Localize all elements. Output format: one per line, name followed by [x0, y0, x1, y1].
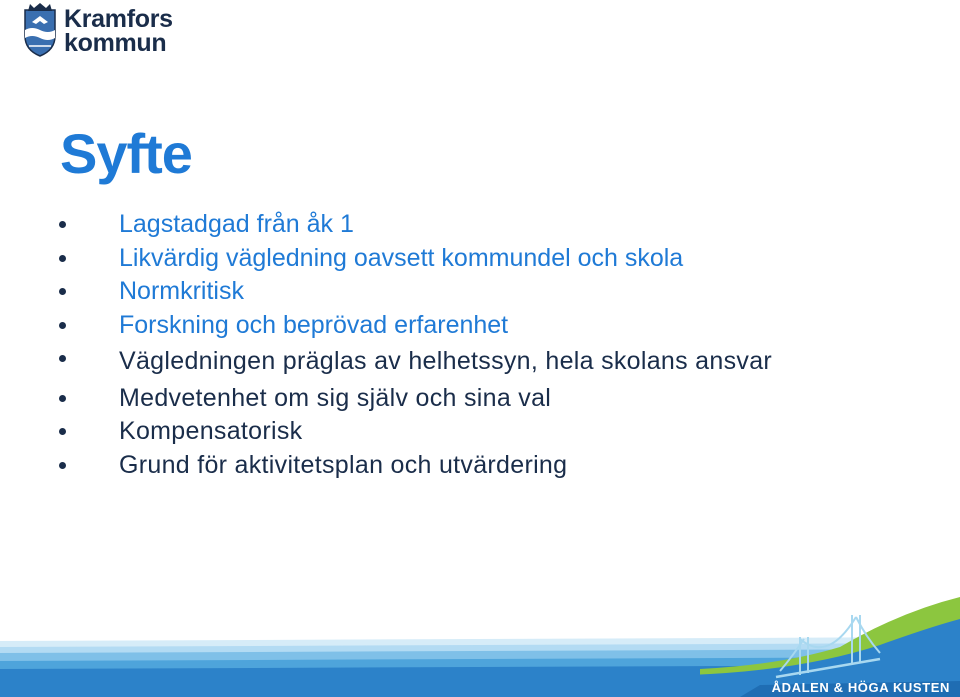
bullet-dot-icon [59, 322, 66, 329]
bullet-text: Lagstadgad från åk 1 [119, 210, 354, 238]
bullet-text: Likvärdig vägledning oavsett kommundel och skola [119, 243, 684, 272]
bullet-item [58, 415, 858, 449]
bullet-dot-icon [59, 395, 66, 402]
bullet-item [58, 309, 858, 343]
bullet-list [58, 208, 858, 482]
bullet-item [58, 342, 858, 382]
kramfors-logo [22, 2, 173, 58]
bullet-text: Medvetenhet om sig själv och sina val [119, 383, 552, 412]
bullet-item [58, 275, 858, 309]
bullet-item [58, 449, 858, 483]
bullet-dot-icon [59, 255, 66, 262]
bullet-dot-icon [59, 221, 66, 228]
bullet-item [58, 382, 858, 416]
bullet-item [58, 242, 858, 276]
bullet-dot-icon [59, 355, 66, 362]
logo-line-2: kommun [64, 29, 167, 57]
logo-line-1: Kramfors [64, 5, 173, 33]
bullet-text: Kompensatorisk [119, 417, 303, 445]
bullet-text: Forskning och beprövad erfarenhet [119, 310, 509, 339]
bullet-dot-icon [59, 428, 66, 435]
coat-of-arms-icon [22, 2, 58, 58]
footer-tagline: ÅDALEN & HÖGA KUSTEN [771, 680, 950, 695]
bullet-dot-icon [59, 462, 66, 469]
bullet-text: Grund för aktivitetsplan och utvärdering [119, 450, 568, 479]
bullet-text: Vägledningen präglas av helhetssyn, hela skolans ansvar [119, 347, 773, 375]
bullet-item [58, 208, 858, 242]
slide-title: Syfte [60, 122, 192, 185]
bullet-dot-icon [59, 288, 66, 295]
bullet-text: Normkritisk [119, 277, 244, 305]
footer-banner [0, 597, 960, 697]
